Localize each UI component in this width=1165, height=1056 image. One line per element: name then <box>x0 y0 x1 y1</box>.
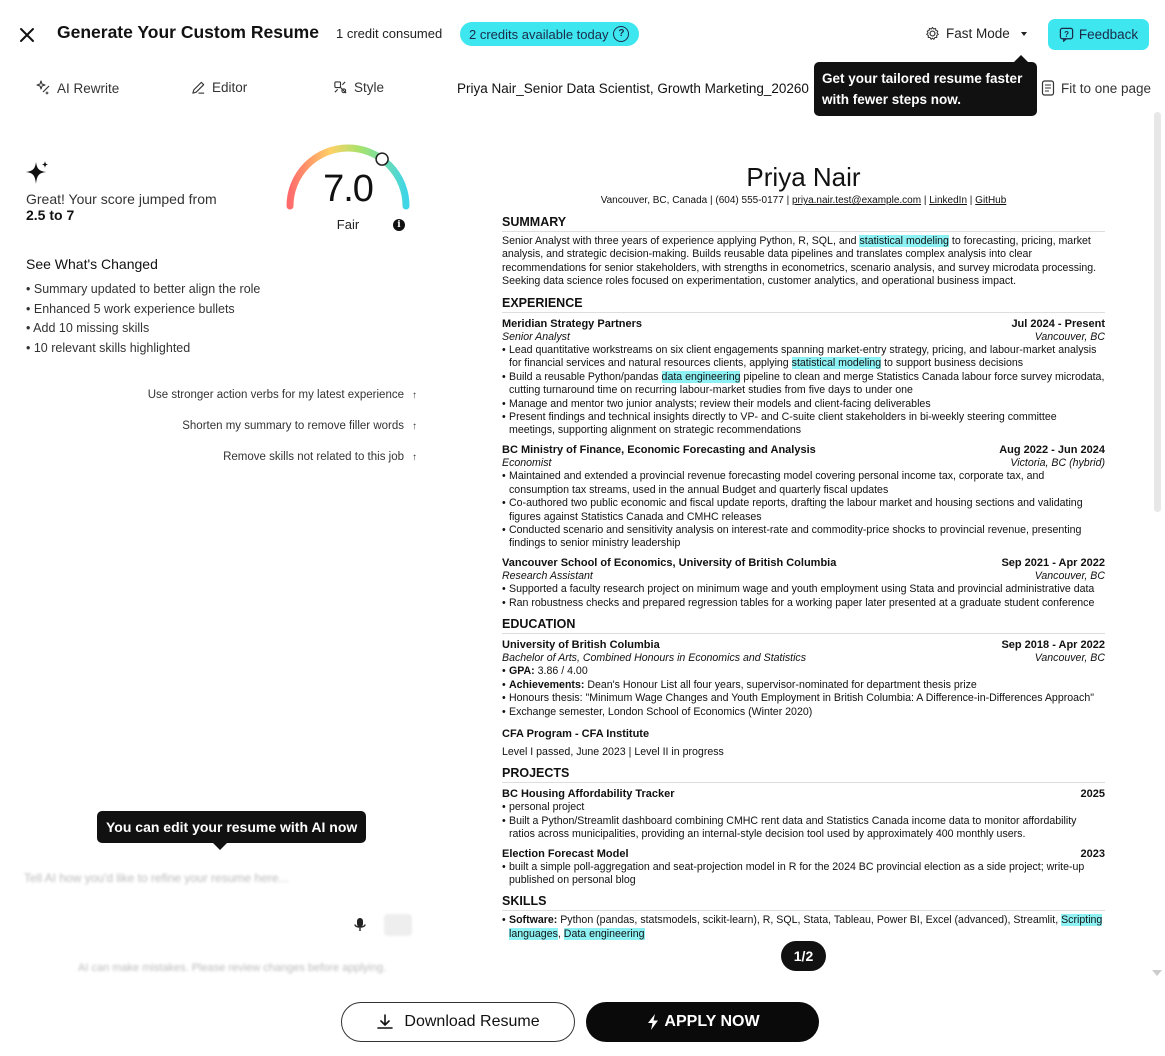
download-resume-button[interactable] <box>341 1002 575 1042</box>
github-link[interactable]: GitHub <box>975 195 1007 206</box>
chat-footer-note: AI can make mistakes. Please review changes before applying. <box>78 962 387 974</box>
editor-tab[interactable] <box>191 80 247 95</box>
score-label: Fair <box>336 217 360 232</box>
palette-icon <box>333 80 348 95</box>
lightning-icon <box>645 1013 661 1031</box>
download-label: Download Resume <box>404 1013 540 1030</box>
cfa-header: CFA Program - CFA Institute <box>502 727 650 740</box>
ai-rewrite-label: AI Rewrite <box>57 80 120 96</box>
chat-input[interactable]: Tell AI how you'd like to refine your resume here... <box>24 871 289 885</box>
bullet: • Ran robustness checks and prepared regression tables for a working paper later presented at a graduate student conference <box>502 597 1105 610</box>
arrow-up-icon: ↑ <box>412 389 417 401</box>
fast-mode-tooltip: Get your tailored resume faster with fewer steps now. <box>814 62 1037 116</box>
highlighted-skill: Data engineering <box>563 927 645 940</box>
score-message <box>26 191 217 223</box>
sparkle-icon <box>25 160 51 186</box>
bullet: • Build a reusable Python/pandas data engineering pipeline to clean and merge Statistics Canada labour force survey microdata, cutting turnaround time on recurring labour-market studies from five days to under one <box>502 371 1105 398</box>
contact-location: Vancouver, BC, Canada <box>600 195 708 206</box>
job-header: Meridian Strategy Partners Jul 2024 - Present <box>502 317 1105 330</box>
gear-icon <box>925 26 940 41</box>
style-label: Style <box>354 80 385 95</box>
project-header: BC Housing Affordability Tracker 2025 <box>502 788 1105 801</box>
job-bullets <box>502 470 1105 550</box>
highlighted-skill: Scripting languages <box>509 914 1103 940</box>
score-value: 7.0 <box>323 168 373 210</box>
bullet: • Achievements: Dean's Honour List all four years, supervisor-nominated for department thesis prize <box>502 679 1105 692</box>
bullet: • Conducted scenario and sensitivity analysis on interest-rate and commodity-price shocks to provincial revenue, presenting findings to senior ministry leadership <box>502 524 1105 551</box>
changes-title: See What's Changed <box>26 256 158 272</box>
suggestion-chip[interactable] <box>223 451 417 463</box>
pencil-icon <box>191 80 206 95</box>
job-subheader: Research Assistant Vancouver, BC <box>502 569 1105 582</box>
project-bullets <box>502 861 1105 888</box>
bullet: • Exchange semester, London School of Economics (Winter 2020) <box>502 706 1105 719</box>
summary-text: Senior Analyst with three years of experience applying Python, R, SQL, and statistical modeling to forecasting, pricing, market analysis, and strategic decision-making. Builds reusable data pipelines and translates complex analysis into clear recommendations for senior stakeholders, with strengths in econometrics, scenario analysis, and survey microdata processing. Seeking data science roles focused on experimentation, customer analytics, and operational business impact. <box>502 235 1097 288</box>
project-bullets <box>502 801 1105 841</box>
feedback-label: Feedback <box>1078 27 1139 42</box>
changes-list <box>26 280 260 358</box>
bullet: • built a simple poll-aggregation and seat-projection model in R for the 2024 BC provincial election as a side project; write-up published on personal blog <box>502 861 1105 888</box>
bullet: • Maintained and extended a provincial revenue forecasting model covering personal income tax, corporate tax, and consumption tax streams, used in the annual Budget and quarterly fiscal updates <box>502 470 1105 497</box>
bullet: • Software: Python (pandas, statsmodels, scikit-learn), R, SQL, Stata, Tableau, Power BI, Excel (advanced), Streamlit, Scripting languages, Data engineering <box>502 914 1105 941</box>
suggestion-label: Shorten my summary to remove filler words <box>182 420 404 432</box>
project-header: Election Forecast Model 2023 <box>502 847 1105 860</box>
resume-preview[interactable] <box>502 160 1105 941</box>
microphone-icon[interactable] <box>353 917 367 933</box>
suggestion-chip[interactable] <box>182 420 417 432</box>
score-range: 2.5 to 7 <box>26 207 75 223</box>
resume-name: Priya Nair <box>746 162 861 192</box>
credits-available-label: 2 credits available today <box>469 26 609 42</box>
linkedin-link[interactable]: LinkedIn <box>929 195 968 206</box>
credits-consumed-text: 1 credit consumed <box>336 26 443 41</box>
contact-email-link[interactable]: priya.nair.test@example.com <box>791 195 922 206</box>
arrow-up-icon: ↑ <box>412 451 417 463</box>
bullet: • Supported a faculty research project on minimum wage and youth employment using Stata and provincial administrative data <box>502 583 1105 596</box>
section-heading-experience: EXPERIENCE <box>502 295 1105 313</box>
education-header: University of British Columbia Sep 2018 - Apr 2022 <box>502 638 1105 651</box>
suggestion-label: Remove skills not related to this job <box>223 451 404 463</box>
job-header: BC Ministry of Finance, Economic Forecasting and Analysis Aug 2022 - Jun 2024 <box>502 443 1105 456</box>
download-icon <box>376 1013 394 1031</box>
page-title: Generate Your Custom Resume <box>57 22 319 42</box>
scrollbar[interactable] <box>1154 112 1161 512</box>
ai-rewrite-tab[interactable] <box>35 80 119 96</box>
suggestion-chip[interactable] <box>148 389 417 401</box>
job-subheader: Economist Victoria, BC (hybrid) <box>502 456 1105 469</box>
change-item: • Enhanced 5 work experience bullets <box>26 300 260 320</box>
style-tab[interactable] <box>333 80 384 95</box>
education-bullets <box>502 665 1105 719</box>
contact-phone: (604) 555-0177 <box>715 195 784 206</box>
bullet: • Manage and mentor two junior analysts; review their models and client-facing deliverables <box>502 398 1105 411</box>
apply-label: APPLY NOW <box>664 1013 760 1030</box>
section-heading-education: EDUCATION <box>502 616 1105 634</box>
help-icon[interactable]: ? <box>613 26 629 42</box>
section-heading-projects: PROJECTS <box>502 765 1105 783</box>
education-subheader: Bachelor of Arts, Combined Honours in Economics and Statistics Vancouver, BC <box>502 651 1105 664</box>
suggestion-label: Use stronger action verbs for my latest experience <box>147 389 404 401</box>
job-header: Vancouver School of Economics, University of British Columbia Sep 2021 - Apr 2022 <box>502 556 1105 569</box>
close-button[interactable] <box>14 22 40 48</box>
bullet: • Co-authored two public economic and fiscal update reports, drafting the labour market and housing sections and validating figures against Statistics Canada and CMHC releases <box>502 497 1105 524</box>
ai-edit-tooltip: You can edit your resume with AI now <box>97 811 366 843</box>
fit-to-one-page-button[interactable] <box>1041 80 1151 96</box>
highlighted-skill: statistical modeling <box>859 235 949 247</box>
section-heading-summary: SUMMARY <box>502 214 1105 232</box>
resume-contact: Vancouver, BC, Canada | (604) 555-0177 | priya.nair.test@example.com | LinkedIn | GitHub <box>600 195 1007 206</box>
gauge-knob <box>376 153 388 165</box>
skills-list <box>502 914 1105 941</box>
info-icon[interactable]: i <box>393 219 405 231</box>
job-bullets <box>502 583 1105 610</box>
job-subheader: Senior Analyst Vancouver, BC <box>502 330 1105 343</box>
bullet: • Present findings and technical insights directly to VP- and C-suite client stakeholders in bi-weekly steering committee meetings, supporting alignment on strategic recommendations <box>502 411 1105 438</box>
bullet: • Lead quantitative workstreams on six client engagements spanning market-entry strategy, pricing, and labour-market analysis for financial services and natural resources clients, applying statistical modeling to support business decisions <box>502 344 1105 371</box>
score-message-text: Great! Your score jumped from <box>26 191 217 207</box>
feedback-button[interactable] <box>1048 19 1149 50</box>
sparkle-wand-icon <box>35 80 51 96</box>
close-icon <box>14 22 40 48</box>
caret-down-icon <box>1016 29 1032 39</box>
editor-label: Editor <box>212 80 248 95</box>
bullet: • personal project <box>502 801 1105 814</box>
scroll-down-arrow[interactable] <box>1152 970 1162 976</box>
highlighted-skill: data engineering <box>661 370 741 383</box>
fit-to-one-page-label: Fit to one page <box>1061 80 1152 96</box>
document-icon <box>1041 80 1055 96</box>
document-name[interactable]: Priya Nair_Senior Data Scientist, Growth Marketing_20260 <box>457 81 809 96</box>
bullet: • Built a Python/Streamlit dashboard combining CMHC rent data and Statistics Canada income data to monitor affordability ratios across municipalities, providing an internal-style decision tool used by approximately 400 monthly users. <box>502 815 1105 842</box>
credits-available-badge <box>460 22 639 46</box>
mode-dropdown[interactable] <box>925 26 1032 41</box>
bullet: • GPA: 3.86 / 4.00 <box>502 665 1105 678</box>
job-bullets <box>502 344 1105 438</box>
arrow-up-icon: ↑ <box>412 420 417 432</box>
section-heading-skills: SKILLS <box>502 893 1105 911</box>
change-item: • Summary updated to better align the role <box>26 280 260 300</box>
mode-label: Fast Mode <box>946 26 1010 41</box>
change-item: • Add 10 missing skills <box>26 319 260 339</box>
svg-text:?: ? <box>1063 29 1069 39</box>
apply-now-button[interactable] <box>586 1002 819 1042</box>
page-indicator: 1/2 <box>781 941 826 971</box>
feedback-icon <box>1059 27 1074 42</box>
cfa-detail: Level I passed, June 2023 | Level II in progress <box>502 745 724 758</box>
bullet: • Honours thesis: "Minimum Wage Changes and Youth Employment in British Columbia: A Difference-in-Differences Approach" <box>502 692 1105 705</box>
send-button[interactable] <box>384 914 412 936</box>
highlighted-skill: statistical modeling <box>791 357 882 370</box>
change-item: • 10 relevant skills highlighted <box>26 339 260 359</box>
